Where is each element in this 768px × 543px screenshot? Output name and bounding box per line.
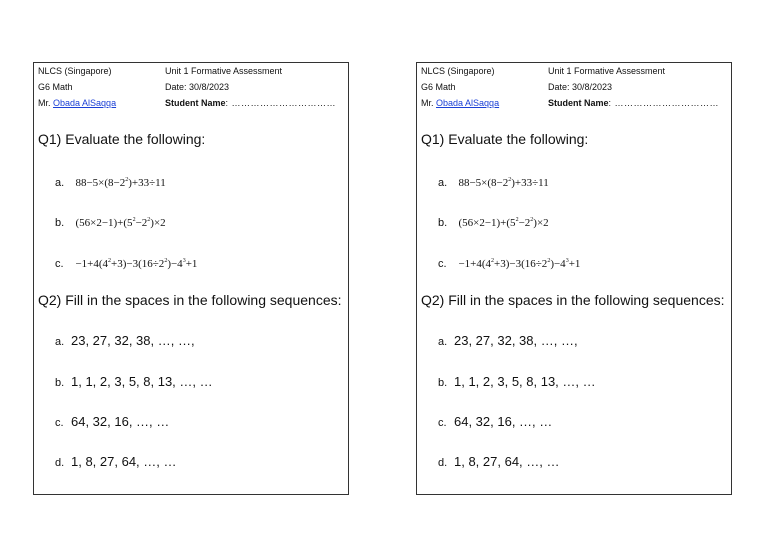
- q2-item-b: [55, 374, 213, 389]
- sequence-text: 23, 27, 32, 38, …, …,: [454, 333, 578, 348]
- worksheet-right: [416, 62, 732, 495]
- header-left-column: [38, 63, 116, 111]
- unit-title: Unit 1 Formative Assessment: [548, 66, 666, 76]
- teacher-prefix: Mr.: [38, 98, 51, 108]
- school-name: NLCS (Singapore): [38, 66, 112, 76]
- expression: $(56\times 2-1)+(5^2-2^2)\times 2$: [75, 217, 166, 229]
- sequence-text: 64, 32, 16, …, …: [71, 414, 170, 429]
- q1-item-c: [438, 254, 580, 272]
- sequence-text: 1, 8, 27, 64, …, …: [71, 454, 177, 469]
- q1-item-a: [55, 173, 166, 191]
- unit-title: Unit 1 Formative Assessment: [165, 66, 283, 76]
- item-letter: a.: [55, 177, 65, 189]
- question-1-title: Q1) Evaluate the following:: [421, 131, 589, 147]
- q2-item-c: [438, 414, 552, 429]
- q1-item-b: [438, 213, 549, 231]
- school-name: NLCS (Singapore): [421, 66, 495, 76]
- expression: $(56\times 2-1)+(5^2-2^2)\times 2$: [458, 217, 549, 229]
- item-letter: c.: [55, 417, 64, 429]
- header-right-column: [548, 63, 719, 111]
- student-name-blank: : ……………………………: [225, 98, 337, 108]
- teacher-link[interactable]: Obada AlSaqqa: [436, 98, 500, 108]
- sequence-text: 1, 1, 2, 3, 5, 8, 13, …, …: [71, 374, 213, 389]
- teacher-prefix: Mr.: [421, 98, 434, 108]
- expression: $88-5\times(8-2^2)+33\div 11$: [75, 177, 166, 189]
- question-2-title: Q2) Fill in the spaces in the following sequences:: [38, 292, 342, 308]
- q2-item-d: [55, 454, 177, 469]
- sequence-text: 64, 32, 16, …, …: [454, 414, 553, 429]
- expression: $-1+4(4^2+3)-3(16\div 2^2)-4^3+1$: [458, 258, 581, 270]
- q2-item-d: [438, 454, 560, 469]
- worksheet-left: [33, 62, 349, 495]
- student-name-line: [548, 95, 719, 111]
- teacher-line: [421, 95, 499, 111]
- item-letter: c.: [55, 258, 64, 270]
- item-letter: d.: [438, 457, 448, 469]
- item-letter: c.: [438, 417, 447, 429]
- item-letter: a.: [438, 177, 448, 189]
- question-1-title: Q1) Evaluate the following:: [38, 131, 206, 147]
- header-right-column: [165, 63, 336, 111]
- grade-label: G6 Math: [421, 82, 456, 92]
- date-label: Date: 30/8/2023: [165, 82, 230, 92]
- student-name-label: Student Name: [165, 98, 226, 108]
- q2-item-a: [55, 333, 195, 348]
- date-label: Date: 30/8/2023: [548, 82, 613, 92]
- student-name-blank: : ……………………………: [608, 98, 720, 108]
- q2-item-c: [55, 414, 169, 429]
- q1-item-c: [55, 254, 197, 272]
- item-letter: c.: [438, 258, 447, 270]
- expression: $-1+4(4^2+3)-3(16\div 2^2)-4^3+1$: [75, 258, 198, 270]
- item-letter: d.: [55, 457, 65, 469]
- header-left-column: [421, 63, 499, 111]
- sequence-text: 23, 27, 32, 38, …, …,: [71, 333, 195, 348]
- teacher-line: [38, 95, 116, 111]
- item-letter: b.: [55, 217, 65, 229]
- student-name-line: [165, 95, 336, 111]
- student-name-label: Student Name: [548, 98, 609, 108]
- q1-item-b: [55, 213, 166, 231]
- question-2-title: Q2) Fill in the spaces in the following sequences:: [421, 292, 725, 308]
- item-letter: a.: [438, 336, 448, 348]
- q2-item-b: [438, 374, 596, 389]
- item-letter: a.: [55, 336, 65, 348]
- item-letter: b.: [438, 217, 448, 229]
- item-letter: b.: [55, 377, 65, 389]
- teacher-link[interactable]: Obada AlSaqqa: [53, 98, 117, 108]
- sequence-text: 1, 8, 27, 64, …, …: [454, 454, 560, 469]
- grade-label: G6 Math: [38, 82, 73, 92]
- sequence-text: 1, 1, 2, 3, 5, 8, 13, …, …: [454, 374, 596, 389]
- item-letter: b.: [438, 377, 448, 389]
- expression: $88-5\times(8-2^2)+33\div 11$: [458, 177, 549, 189]
- q1-item-a: [438, 173, 549, 191]
- q2-item-a: [438, 333, 578, 348]
